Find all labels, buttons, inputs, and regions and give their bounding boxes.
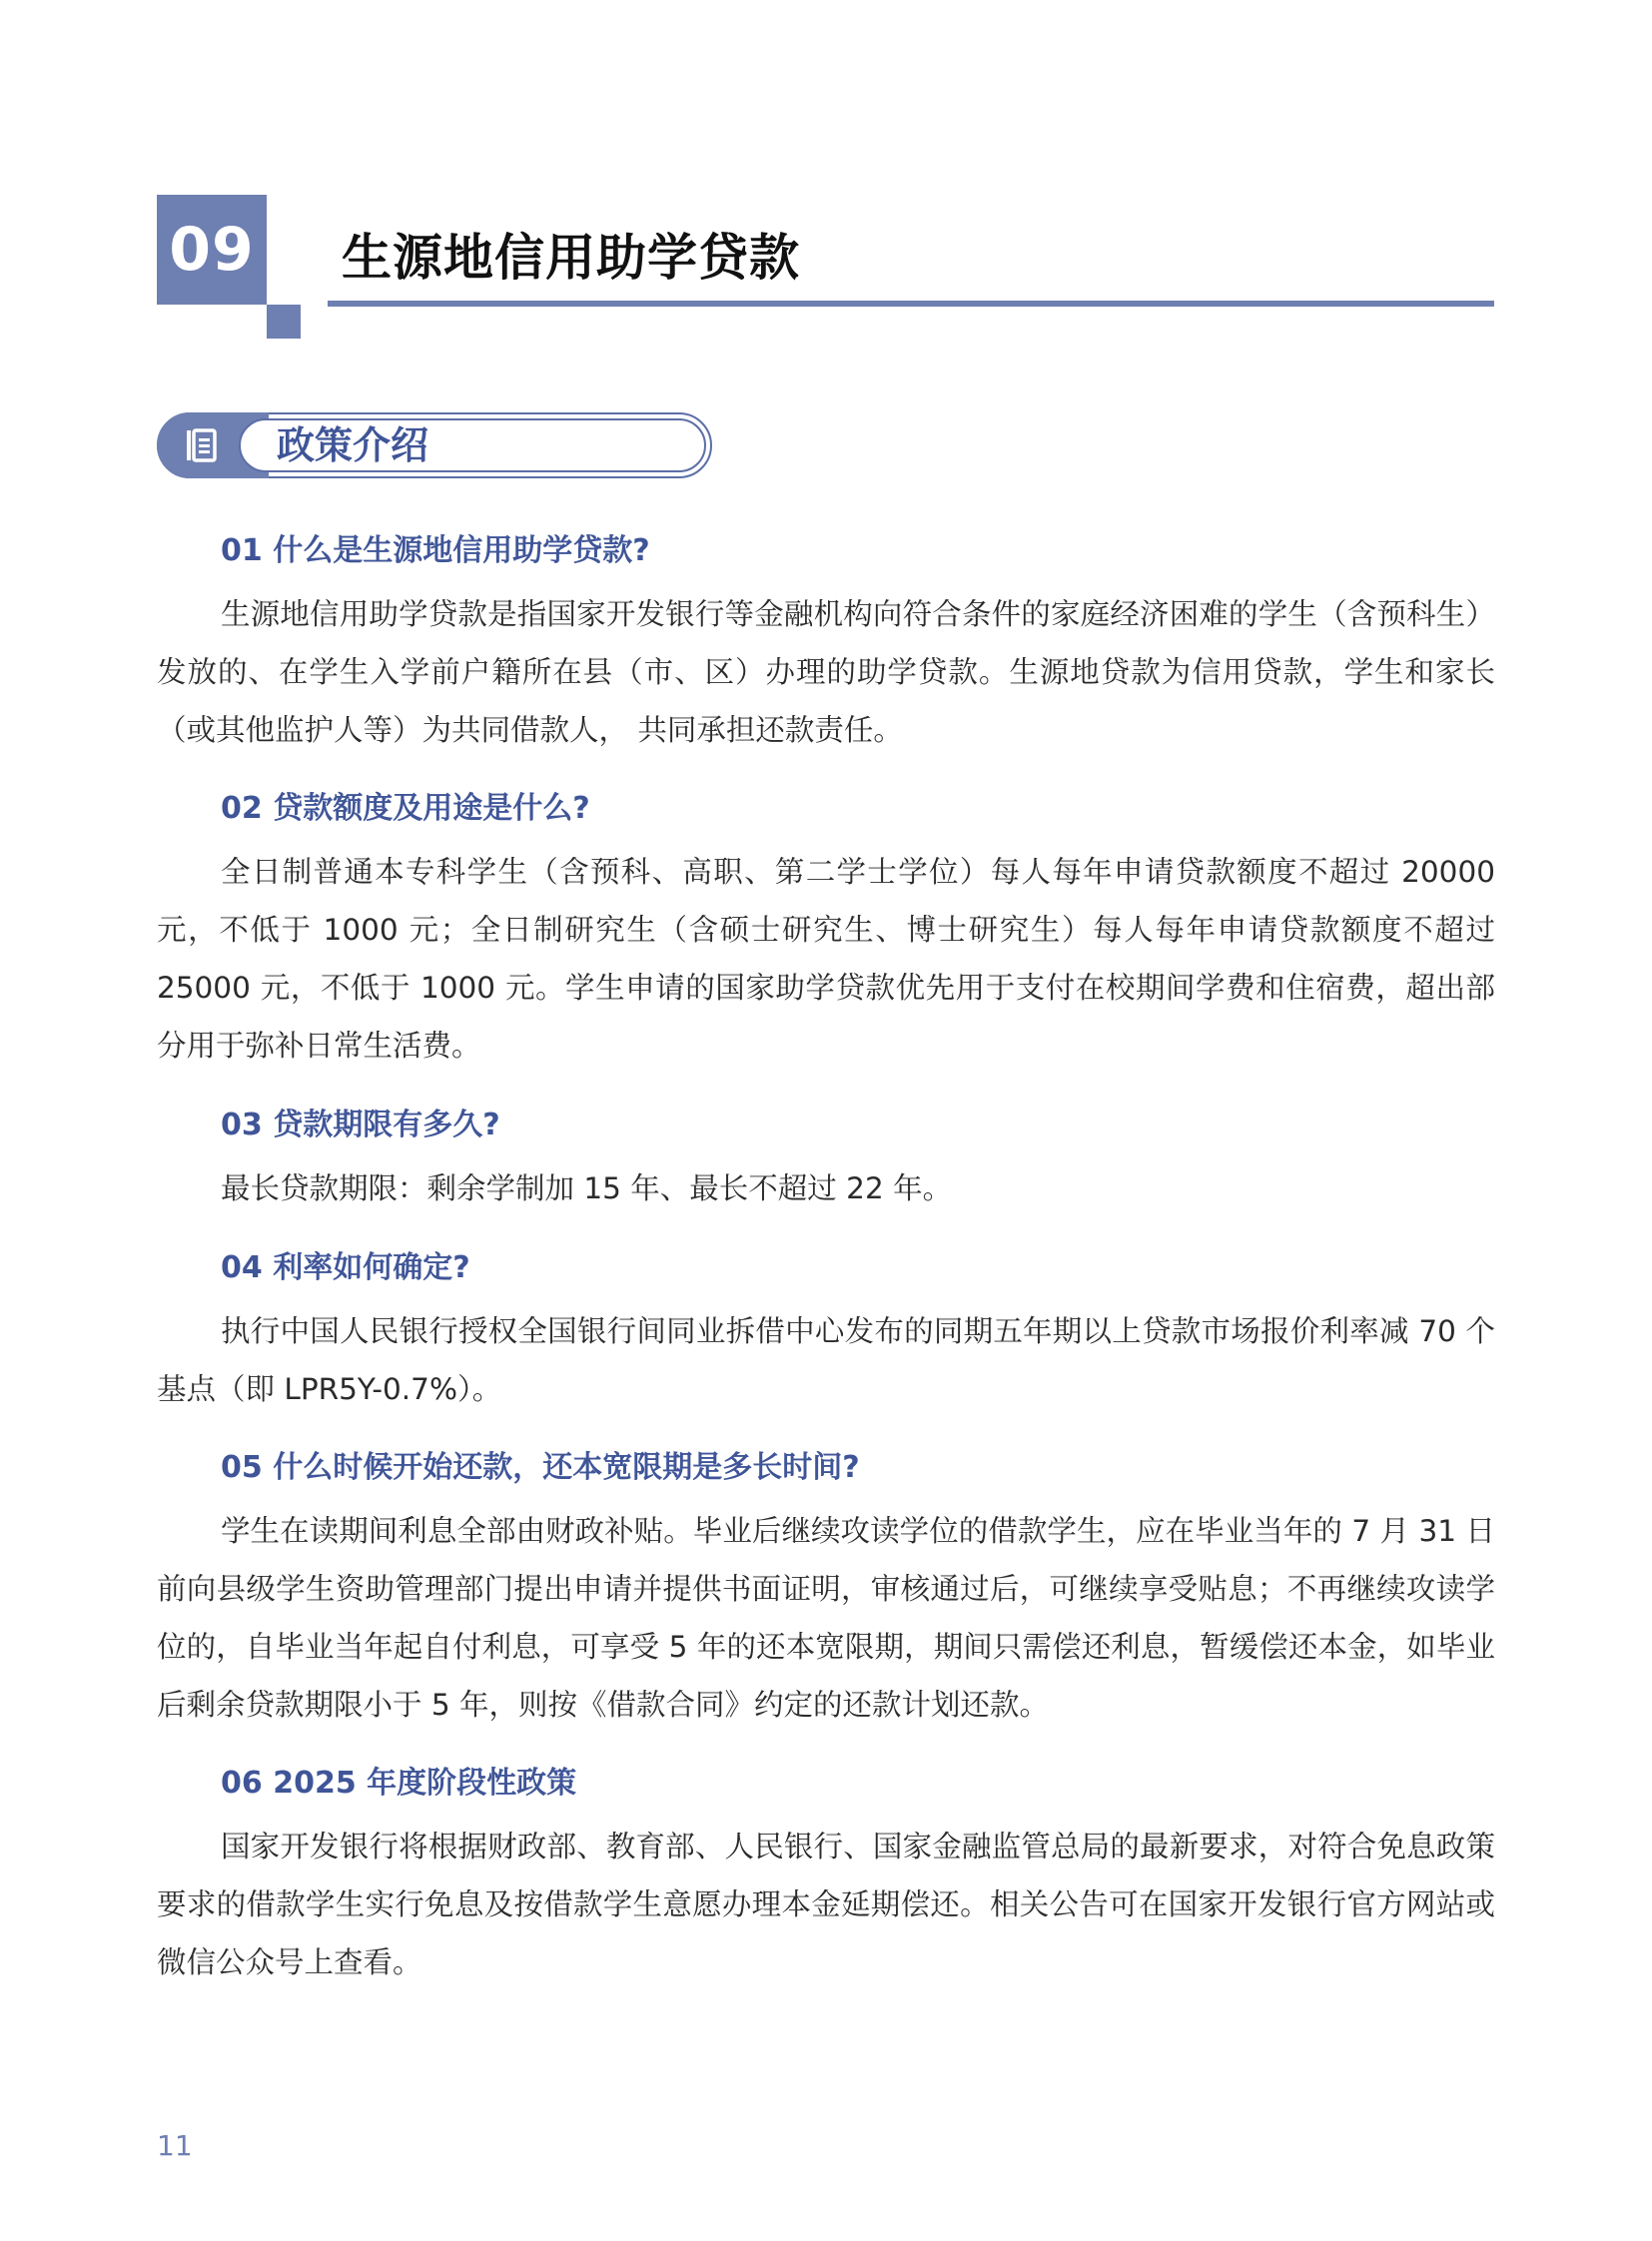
qa-item [157, 1764, 1495, 1991]
answer-paragraph: 全日制普通本专科学生（含预科、高职、第二学士学位）每人每年申请贷款额度不超过 20000 元，不低于 1000 元；全日制研究生（含硕士研究生、博士研究生）每人每年申请贷款额度不超过 25000 元，不低于 1000 元。学生申请的国家助学贷款优先用于支付在校期间学费和住宿费，超出部分用于弥补日常生活费。 [157, 855, 1495, 1063]
section-heading-pill [157, 412, 712, 478]
chapter-accent-square [267, 305, 301, 339]
notebook-icon [183, 427, 219, 463]
question-heading: 04 利率如何确定? [221, 1250, 470, 1285]
question-heading: 05 什么时候开始还款，还本宽限期是多长时间? [221, 1450, 860, 1485]
chapter-number: 09 [169, 215, 255, 285]
page-number: 11 [157, 2129, 193, 2162]
question-heading: 02 贷款额度及用途是什么? [221, 791, 590, 826]
chapter-number-box [157, 195, 267, 305]
chapter-title: 生源地信用助学贷款 [342, 229, 800, 287]
chapter-header [0, 0, 1652, 360]
question-heading: 01 什么是生源地信用助学贷款? [221, 533, 650, 568]
answer-paragraph: 学生在读期间利息全部由财政补贴。毕业后继续攻读学位的借款学生，应在毕业当年的 7 月 31 日前向县级学生资助管理部门提出申请并提供书面证明，审核通过后，可继续享受贴息；不再继续攻读学位的，自毕业当年起自付利息，可享受 5 年的还本宽限期，期间只需偿还利息，暂缓偿还本金，如毕业后剩余贷款期限小于 5 年，则按《借款合同》约定的还款计划还款。 [157, 1514, 1495, 1722]
qa-item [157, 531, 1495, 759]
qa-item [157, 789, 1495, 1075]
question-heading: 03 贷款期限有多久? [221, 1108, 500, 1142]
qa-item [157, 1248, 1495, 1418]
question-heading: 06 2025 年度阶段性政策 [221, 1766, 577, 1801]
answer-paragraph: 执行中国人民银行授权全国银行间同业拆借中心发布的同期五年期以上贷款市场报价利率减 70 个基点（即 LPR5Y-0.7%）。 [157, 1314, 1495, 1406]
answer-paragraph: 最长贷款期限：剩余学制加 15 年、最长不超过 22 年。 [221, 1171, 953, 1205]
chapter-divider [328, 301, 1494, 307]
section-title: 政策介绍 [277, 423, 429, 467]
answer-paragraph: 生源地信用助学贷款是指国家开发银行等金融机构向符合条件的家庭经济困难的学生（含预科生）发放的、在学生入学前户籍所在县（市、区）办理的助学贷款。生源地贷款为信用贷款，学生和家长（或其他监护人等）为共同借款人， 共同承担还款责任。 [157, 597, 1495, 747]
qa-item [157, 1448, 1495, 1734]
qa-item [157, 1106, 1495, 1217]
answer-paragraph: 国家开发银行将根据财政部、教育部、人民银行、国家金融监管总局的最新要求，对符合免息政策要求的借款学生实行免息及按借款学生意愿办理本金延期偿还。相关公告可在国家开发银行官方网站或微信公众号上查看。 [157, 1830, 1495, 1979]
